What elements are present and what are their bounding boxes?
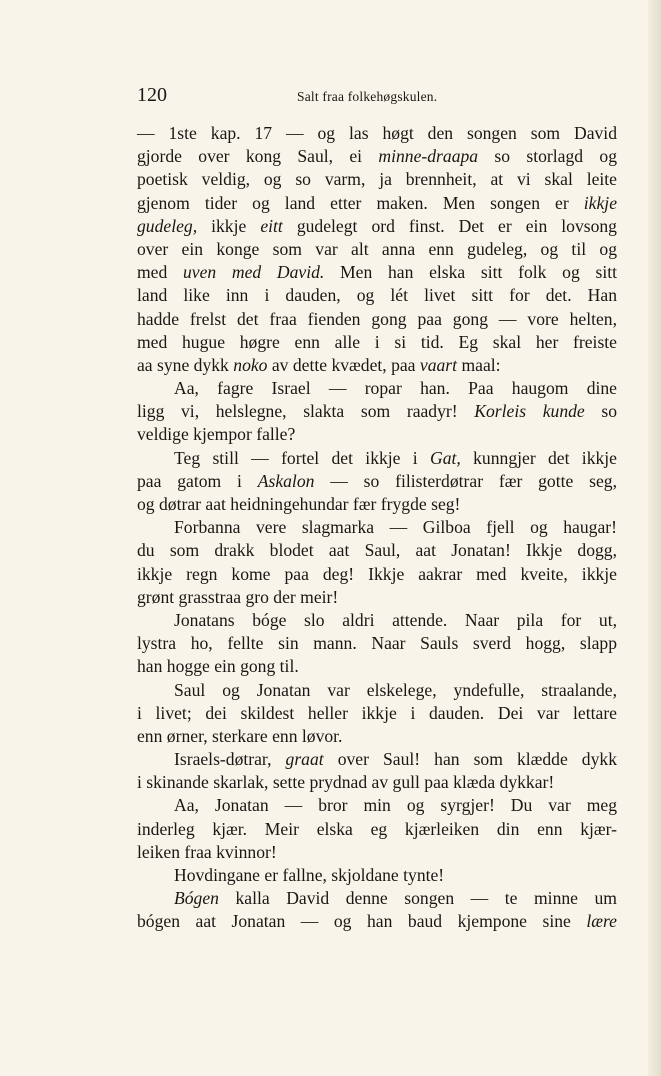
text-segment: enn ørner, sterkare enn løvor. [137,725,343,746]
text-line [137,609,617,632]
text-segment: ikkje regn kome paa deg! Ikkje aakrar med kveite, ikkje [137,563,617,584]
text-segment: hadde frelst det fraa fienden gong paa gong — vore helten, [137,308,617,329]
text-line [137,516,617,539]
text-line [137,447,617,470]
text-segment: over Saul! han som klædde dykk [323,749,617,770]
text-line [137,841,617,864]
text-line [137,655,617,678]
text-segment: maal: [457,354,501,375]
text-segment: — so filisterdøtrar fær gotte seg, [314,470,617,491]
text-line [137,887,617,910]
text-segment: Teg still — fortel det ikkje i [174,447,431,468]
text-segment: Forbanna vere slagmarka — Gilboa fjell og haugar! [174,517,617,538]
text-segment: poetisk veldig, og so varm, ja brennheit, at vi skal leite [137,169,617,190]
text-line [137,168,617,191]
text-line [137,493,617,516]
text-segment: i livet; dei skildest heller ikkje i dauden. Dei var lettare [137,702,617,723]
text-line [137,192,617,215]
italic-text: eitt [260,215,283,236]
text-line [137,308,617,331]
text-segment: Jonatans bóge slo aldri attende. Naar pila for ut, [174,609,617,630]
italic-text: Askalon [257,470,315,491]
text-segment: paa gatom i [137,470,258,491]
text-segment: med [137,262,183,283]
text-line [137,145,617,168]
text-line [137,284,617,307]
page-header [137,82,617,108]
text-segment: du som drakk blodet aat Saul, aat Jonatan! Ikkje dogg, [137,540,617,561]
italic-text: minne-draapa [378,146,479,167]
text-line [137,261,617,284]
text-line [137,354,617,377]
text-line [137,563,617,586]
text-line [137,215,617,238]
text-segment: han hogge ein gong til. [137,656,299,677]
text-segment: kunngjer det ikkje [460,447,617,468]
text-line [137,377,617,400]
text-line [137,725,617,748]
page-edge-shadow [648,0,661,1076]
text-line [137,818,617,841]
italic-text: Korleis kunde [474,401,585,422]
text-line [137,910,617,933]
text-segment: Israels-døtrar, [174,749,286,770]
text-segment: land like inn i dauden, og lét livet sitt for det. Han [137,285,617,306]
body-text [137,122,617,934]
text-segment: so storlagd og [478,146,617,167]
text-segment: inderleg kjær. Meir elska eg kjærleiken din enn kjær- [137,818,617,839]
text-segment: — 1ste kap. 17 — og las høgt den songen som David [137,123,617,143]
text-segment: Hovdingane er fallne, skjoldane tynte! [174,865,445,885]
text-segment: lystra ho, fellte sin mann. Naar Sauls sverd hogg, slapp [137,633,617,654]
text-line [137,632,617,655]
text-segment: leiken fraa kvinnor! [137,841,277,862]
text-line [137,702,617,725]
text-line [137,122,617,145]
text-segment: med hugue høgre enn alle i si tid. Eg skal her freiste [137,331,617,352]
italic-text: Bógen [174,888,219,909]
text-segment: Aa, fagre Israel — ropar han. Paa haugom dine [174,378,617,399]
text-line [137,748,617,771]
italic-text: noko [233,354,268,375]
text-segment: gjorde over kong Saul, ei [137,146,379,167]
italic-text: ikkje [583,192,617,213]
text-line [137,771,617,794]
italic-text: gudeleg, [137,215,198,236]
text-segment: grønt grasstraa gro der meir! [137,586,339,607]
text-segment: over ein konge som var alt anna enn gudeleg, og til og [137,238,617,259]
text-line [137,539,617,562]
text-segment: kalla David denne songen — te minne um [218,888,617,909]
italic-text: uven med David. [183,262,325,283]
text-line [137,400,617,423]
text-line [137,864,617,887]
text-segment: gjenom tider og land etter maken. Men songen er [137,192,584,213]
italic-text: Gat, [430,447,461,468]
italic-text: lære [586,911,617,932]
text-segment: Aa, Jonatan — bror min og syrgjer! Du var meg [174,795,617,816]
italic-text: vaart [419,354,458,375]
text-line [137,794,617,817]
page-number: 120 [137,84,167,106]
text-line [137,423,617,446]
text-segment: bógen aat Jonatan — og han baud kjempone sine [137,911,587,932]
text-segment: ligg vi, helslegne, slakta som raadyr! [137,401,475,422]
text-segment: og døtrar aat heidningehundar fær frygde seg! [137,494,461,514]
text-line [137,679,617,702]
italic-text: graat [285,749,324,770]
text-line [137,238,617,261]
text-segment: aa syne dykk [137,354,234,375]
text-line [137,470,617,493]
text-segment: gudelegt ord finst. Det er ein lovsong [282,215,617,236]
text-line [137,331,617,354]
text-segment: ikkje [197,215,261,236]
text-segment: veldige kjempor falle? [137,424,296,445]
running-title: Salt fraa folkehøgskulen. [297,89,438,104]
text-segment: i skinande skarlak, sette prydnad av gull paa klæda dykkar! [137,772,555,793]
text-segment: so [584,401,618,422]
text-segment: av dette kvædet, paa [267,354,420,375]
text-line [137,586,617,609]
text-segment: Men han elska sitt folk og sitt [324,262,617,283]
text-segment: Saul og Jonatan var elskelege, yndefulle, straalande, [174,679,617,700]
